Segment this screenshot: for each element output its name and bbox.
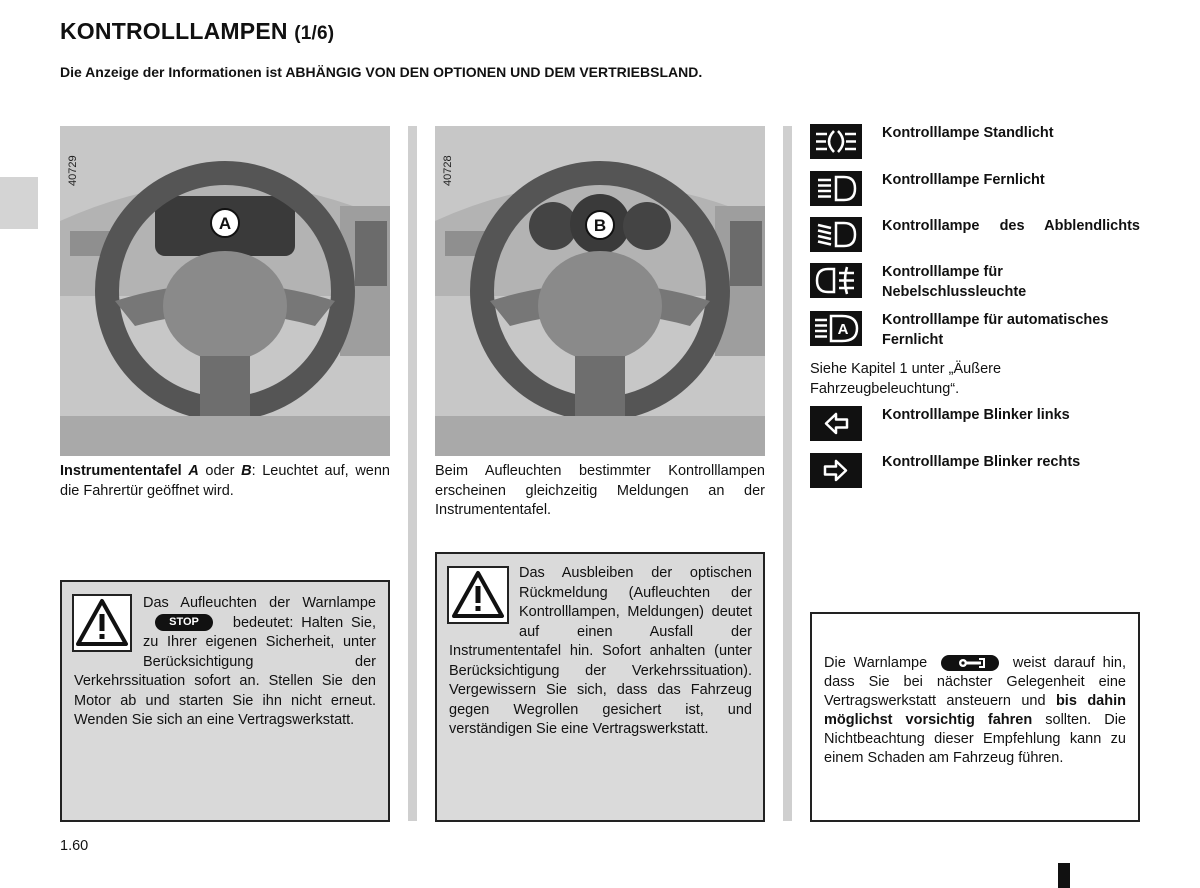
high-beam-icon <box>810 171 862 206</box>
caption-middle: Beim Aufleuchten bestimmter Kontrolllampen erscheinen gleichzeitig Meldungen an der Instrumententafel. <box>435 463 765 518</box>
side-light-icon <box>810 124 862 159</box>
caption-left-b: B <box>241 463 252 479</box>
title-page-indicator: (1/6) <box>294 23 335 44</box>
service-info-part1: Die Warnlampe <box>824 655 928 671</box>
steering-wheel-illustration-b <box>435 126 765 456</box>
auto-high-beam-icon <box>810 311 862 346</box>
lamp-label-low-beam: Kontrolllampe des Abblendlichts <box>882 218 1140 234</box>
warning-box-instrument <box>435 552 765 822</box>
dashboard-photo-b <box>435 126 765 456</box>
lamp-label-auto-high-beam: Kontrolllampe für automatisches Fernlicht <box>882 312 1109 348</box>
service-info-bold: bis dahin möglichst vorsichtig fahren <box>824 693 1126 728</box>
warning-instrument-text: Das Ausbleiben der optischen Rückmeldung (Aufleuchten der Kontrolllampen, Meldungen) deutet auf einen Ausfall der Instrumententafel hin. Sofort anhalten (unter Berücksichtigung der Verkehrssituation). Vergewissern Sie sich, dass das Fahrzeug gegen Wegrollen gesichert ist, und verständigen Sie eine Vertragswerkstatt. <box>449 565 752 737</box>
caption-left-bold: Instrumententafel <box>60 463 182 479</box>
column-divider-left <box>408 126 417 821</box>
warning-instrument-flow <box>449 564 752 740</box>
steering-wheel-illustration-a <box>60 126 390 456</box>
page-title <box>60 18 334 45</box>
warning-stop-flow <box>74 594 376 804</box>
wrench-icon <box>941 655 999 671</box>
turn-left-icon <box>810 406 862 441</box>
lamp-label-turn-right: Kontrolllampe Blinker rechts <box>882 454 1081 470</box>
figure-label-b: B <box>593 216 607 235</box>
turn-right-icon <box>810 453 862 488</box>
page-edge-marker <box>1058 863 1070 888</box>
stop-icon: STOP <box>155 614 213 631</box>
warning-stop-spacer: Das Aufleuchten der Warnlampe <box>143 595 376 611</box>
title-text: KONTROLLLAMPEN <box>60 18 288 44</box>
lamp-label-rear-fog: Kontrolllampe für Nebelschlussleuchte <box>882 264 1027 300</box>
lamp-label-high-beam: Kontrolllampe Fernlicht <box>882 172 1045 188</box>
low-beam-icon <box>810 217 862 252</box>
intro-text: Die Anzeige der Informationen ist ABHÄNGIG VON DEN OPTIONEN UND DEM VERTRIEBSLAND. <box>60 64 703 80</box>
figure-number-a: 40729 <box>67 155 79 186</box>
service-info-box <box>810 612 1140 822</box>
dashboard-photo-a <box>60 126 390 456</box>
rear-fog-icon <box>810 263 862 298</box>
chapter-tab <box>0 177 38 229</box>
service-info-part3: sollten. Die Nichtbeachtung dieser Empfehlung kann zu einem Schaden am Fahrzeug führen. <box>824 712 1126 766</box>
caption-left-or: oder <box>198 463 242 479</box>
warning-stop-part2: bedeutet: Halten Sie, zu Ihrer eigenen Sicherheit, unter Berücksichtigung der Verkehrssituation sofort an. Stellen Sie den Motor ab und starten Sie ihn nicht erneut. Wenden Sie sich an eine Vertragswerkstatt. <box>74 614 376 728</box>
see-chapter-note: Siehe Kapitel 1 unter „Äußere Fahrzeugbeleuchtung“. <box>810 361 1002 397</box>
column-divider-right <box>783 126 792 821</box>
figure-number-b: 40728 <box>442 155 454 186</box>
caption-left-rest: : Leuchtet auf, wenn die Fahrertür geöffnet wird. <box>60 463 390 499</box>
svg-text:A: A <box>837 321 849 338</box>
caption-left <box>60 462 390 501</box>
page-number: 1.60 <box>60 838 89 854</box>
figure-label-a: A <box>218 214 232 233</box>
lamp-label-side-light: Kontrolllampe Standlicht <box>882 125 1054 141</box>
service-info-part2: weist darauf hin, dass Sie bei nächster Gelegenheit eine Vertragswerkstatt ansteuern und <box>824 655 1127 709</box>
lamp-label-turn-left: Kontrolllampe Blinker links <box>882 407 1070 423</box>
service-info-text <box>824 654 1126 768</box>
warning-box-stop <box>60 580 390 822</box>
caption-left-a: A <box>188 463 199 479</box>
